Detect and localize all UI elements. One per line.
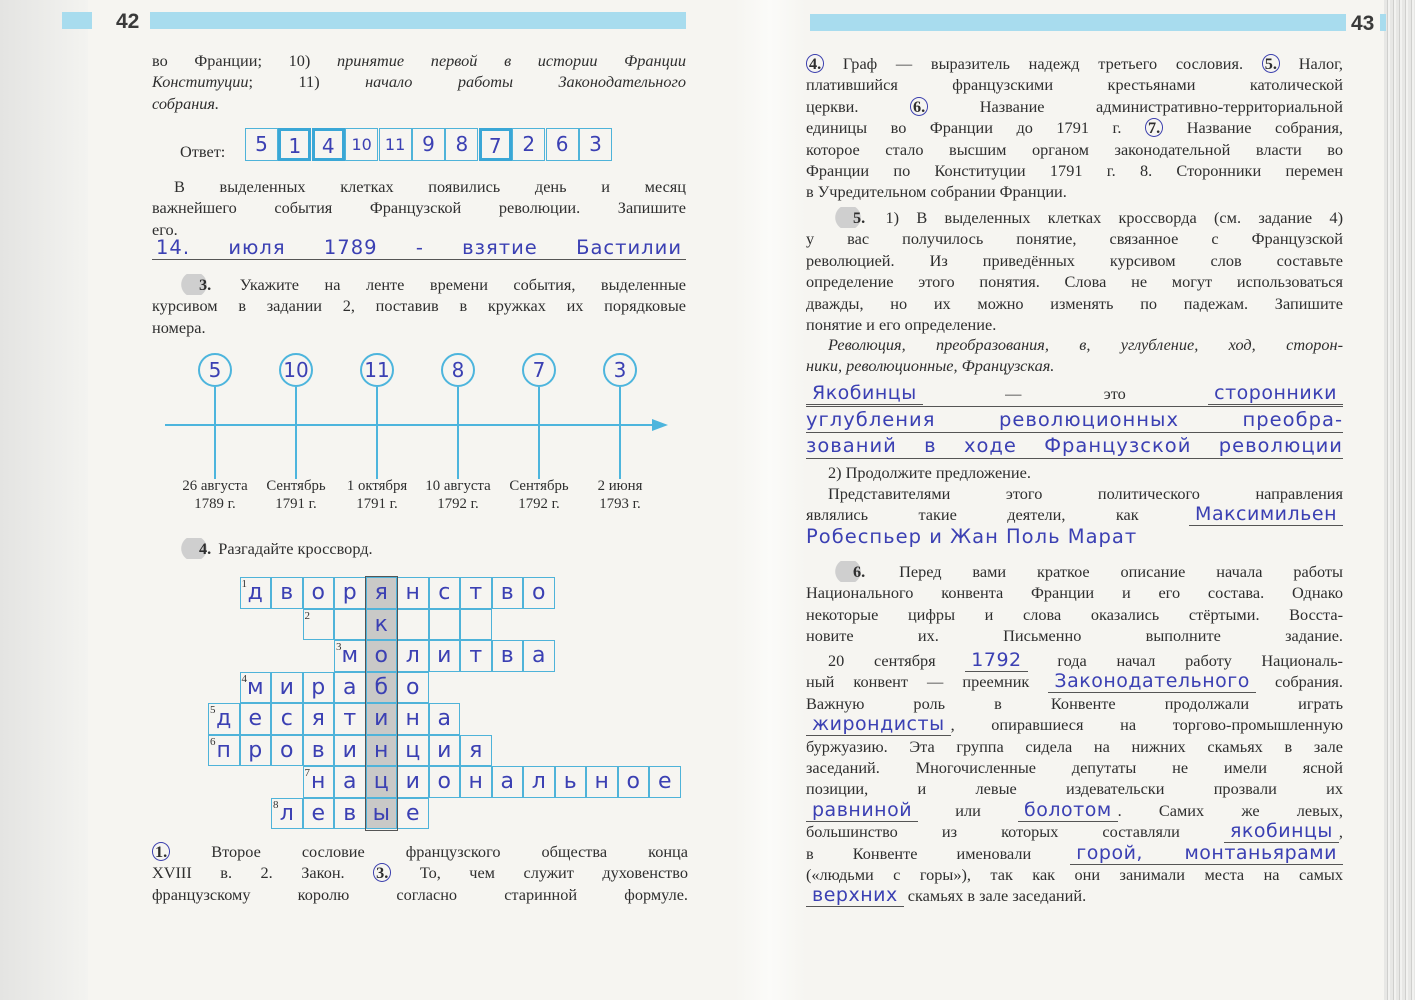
text-line xyxy=(806,693,1343,714)
text-line xyxy=(152,884,688,905)
timeline-stem xyxy=(457,387,459,479)
crossword-cell[interactable] xyxy=(397,609,429,641)
text-segment: Представителями этого политического направления xyxy=(828,484,1343,503)
crossword-cell[interactable]: в xyxy=(492,577,524,609)
text-segment: года начал работу Националь- xyxy=(1057,651,1343,670)
task-number: 4. xyxy=(174,538,214,559)
handwritten-answer[interactable]: зований в ходе Французской революции xyxy=(806,434,1343,457)
text-segment: или xyxy=(955,800,981,820)
text-segment: скамьях в зале заседаний. xyxy=(907,886,1087,906)
crossword-cell[interactable]: н xyxy=(303,766,335,798)
text-line xyxy=(152,197,686,218)
handwritten-answer[interactable]: болотом xyxy=(1018,799,1118,822)
circled-number: 7. xyxy=(1145,118,1163,137)
italic-text: начало работы Законодательного xyxy=(365,72,687,92)
crossword-cell[interactable]: о xyxy=(397,672,429,704)
text-segment: позиции, и левые издевательски прозвали их xyxy=(806,779,1343,799)
text-segment: Разгадайте кроссворд. xyxy=(218,539,373,558)
handwritten-answer[interactable]: горой, монтаньярами xyxy=(1070,842,1343,865)
text-line xyxy=(152,50,686,71)
text-segment: курсивом в задании 2, поставив в кружках их порядковые xyxy=(152,296,686,316)
text-line xyxy=(806,139,1343,160)
text-segment: Название собрания, xyxy=(1186,118,1343,138)
text-line xyxy=(806,885,1343,906)
crossword-key-cell[interactable]: ы xyxy=(366,798,398,830)
crossword-row-number: 6 xyxy=(210,735,216,748)
crossword-cell[interactable]: н xyxy=(397,577,429,609)
timeline-date-year: 1793 г. xyxy=(599,495,641,512)
answer-cell[interactable]: 3 xyxy=(579,128,612,161)
page-edges-right xyxy=(1384,0,1415,1000)
timeline-date-day: 2 июня xyxy=(597,478,643,494)
text-line xyxy=(806,250,1343,271)
text-segment: То, чем служит духовенство xyxy=(419,863,688,883)
text-line xyxy=(806,314,1343,335)
crossword-key-cell[interactable]: к xyxy=(366,609,398,641)
timeline-stem xyxy=(619,387,621,479)
crossword-cell[interactable]: а xyxy=(334,672,366,704)
text-segment: 1) В выделенных клетках кроссворда (см. задание 4) xyxy=(885,208,1343,227)
text-segment: большинство из которых составляли xyxy=(806,822,1180,842)
timeline-stem xyxy=(214,387,216,479)
task-6-paragraph xyxy=(806,561,1343,647)
text-segment: — это xyxy=(1005,384,1126,403)
text-line xyxy=(806,271,1343,292)
crossword-cell[interactable]: е xyxy=(303,798,335,830)
timeline-order-circle[interactable]: 8 xyxy=(441,353,475,387)
crossword-cell[interactable]: и xyxy=(429,735,461,767)
text-segment: номера. xyxy=(152,317,206,337)
timeline-arrow-icon xyxy=(652,419,668,431)
answer-cell[interactable]: 1 xyxy=(278,128,311,161)
timeline-stem xyxy=(376,387,378,479)
text-segment: в Конвенте именовали xyxy=(806,843,1032,863)
timeline-date-day: Сентябрь xyxy=(266,478,326,494)
italic-text: ники, революционные, Французская. xyxy=(806,356,1055,376)
text-line xyxy=(152,841,688,862)
timeline-date xyxy=(332,478,422,513)
crossword-cell[interactable]: в xyxy=(492,640,524,672)
text-segment: XVIII в. 2. Закон. xyxy=(152,863,345,883)
timeline-date xyxy=(170,478,260,513)
crossword-cell[interactable]: о xyxy=(618,766,650,798)
text-segment: Важную роль в Конвенте продолжали играть xyxy=(806,693,1343,713)
task-number: 6. xyxy=(828,561,868,582)
italic-text: собрания. xyxy=(152,93,220,113)
crossword-cell[interactable]: л xyxy=(271,798,303,830)
crossword-key-cell[interactable]: н xyxy=(366,735,398,767)
crossword-cell[interactable]: е xyxy=(397,798,429,830)
task-5-part-2 xyxy=(806,462,1343,483)
crossword-row-number: 4 xyxy=(241,672,247,685)
text-line xyxy=(806,334,1343,355)
text-line xyxy=(806,800,1343,821)
left-tab-bar xyxy=(62,12,92,29)
intro-paragraph xyxy=(152,50,686,114)
crossword-cell[interactable]: с xyxy=(429,577,461,609)
text-segment: Франции по Конституции 1791 г. 8. Сторонники перемен xyxy=(806,160,1343,180)
text-segment: единицы во Франции до 1791 г. xyxy=(806,118,1122,138)
answer-cell[interactable]: 5 xyxy=(245,128,278,161)
crossword-clues-right xyxy=(806,53,1343,203)
page-number-left: 42 xyxy=(116,10,140,33)
text-segment: некоторые цифры и слова оказались стёртыми. Восста- xyxy=(806,604,1343,624)
text-line xyxy=(806,293,1343,314)
text-segment: Налог, xyxy=(1298,54,1343,73)
crossword-cell[interactable]: м xyxy=(334,640,366,672)
crossword-cell[interactable]: ц xyxy=(397,735,429,767)
timeline-date-year: 1792 г. xyxy=(518,495,560,512)
answer-label: Ответ: xyxy=(180,142,226,161)
timeline-date-year: 1791 г. xyxy=(356,495,398,512)
task-number: 3. xyxy=(174,274,214,295)
right-header-bar xyxy=(810,14,1346,31)
book-gutter xyxy=(735,0,805,1000)
text-line xyxy=(806,604,1343,625)
crossword-cell[interactable]: а xyxy=(492,766,524,798)
text-line xyxy=(806,778,1343,799)
crossword-cell[interactable] xyxy=(334,609,366,641)
handwritten-answer[interactable]: Якобинцы xyxy=(806,382,923,405)
text-line xyxy=(806,504,1343,525)
text-line xyxy=(806,228,1343,249)
text-segment: 2) Продолжите предложение. xyxy=(828,463,1031,482)
text-segment: во Франции; 10) xyxy=(152,51,311,70)
text-segment: платившийся французскими крестьянами католической xyxy=(806,75,1343,95)
crossword-row-number: 1 xyxy=(241,578,247,590)
definition-answer xyxy=(806,381,1343,459)
crossword-cell[interactable]: о xyxy=(429,766,461,798)
text-line xyxy=(806,671,1343,692)
text-segment: В выделенных клетках появились день и месяц xyxy=(174,177,686,196)
text-line xyxy=(806,650,1343,671)
answer-cell[interactable]: 10 xyxy=(345,128,378,161)
text-line xyxy=(806,561,1343,582)
text-segment: («людьми с горы»), так как они занимали места на самых xyxy=(806,864,1343,884)
handwritten-answer[interactable]: Законодательного xyxy=(1048,670,1256,693)
timeline-date xyxy=(251,478,341,513)
text-segment: ; 11) xyxy=(248,72,320,92)
crossword-key-cell[interactable]: б xyxy=(366,672,398,704)
text-segment: буржуазию. Эта группа сидела на нижних скамьях в зале xyxy=(806,736,1343,756)
circled-number: 5. xyxy=(1262,54,1280,73)
crossword-row-number: 2 xyxy=(304,609,310,622)
text-line xyxy=(806,381,1343,407)
crossword-row-number: 5 xyxy=(210,704,216,716)
crossword-cell[interactable]: р xyxy=(303,672,335,704)
handwritten-answer[interactable]: 1792 xyxy=(965,649,1027,672)
text-line xyxy=(806,821,1343,842)
text-line xyxy=(152,862,688,883)
text-line xyxy=(806,96,1343,117)
text-line xyxy=(152,295,686,316)
handwritten-answer[interactable]: жирондисты xyxy=(806,713,951,736)
text-segment: ный конвент — преемник xyxy=(806,672,1030,692)
text-line xyxy=(806,483,1343,504)
crossword-cell[interactable]: в xyxy=(271,577,303,609)
text-segment: новите их. Письменно выполните задание. xyxy=(806,626,1343,646)
answer-cell[interactable]: 4 xyxy=(312,128,345,161)
crossword-cell[interactable]: т xyxy=(334,703,366,735)
crossword-cell[interactable]: р xyxy=(334,577,366,609)
crossword-cell[interactable]: и xyxy=(334,735,366,767)
crossword-key-cell[interactable]: я xyxy=(366,577,398,609)
text-segment: в Учредительном собрании Франции. xyxy=(806,182,1067,202)
text-segment: являлись такие деятели, как xyxy=(806,505,1139,525)
handwritten-answer[interactable]: равниной xyxy=(806,799,918,822)
date-task-paragraph xyxy=(152,176,686,240)
timeline-date-year: 1791 г. xyxy=(275,495,317,512)
timeline-order-circle[interactable]: 3 xyxy=(603,353,637,387)
crossword-cell[interactable]: е xyxy=(649,766,681,798)
circled-number: 6. xyxy=(910,97,928,116)
text-line xyxy=(806,526,1343,547)
text-line xyxy=(806,355,1343,376)
text-segment: . Самих же левых, xyxy=(1117,800,1343,820)
crossword-cell[interactable]: д xyxy=(208,703,240,735)
task-4-paragraph xyxy=(152,538,686,559)
crossword-cell[interactable]: ь xyxy=(555,766,587,798)
page-edge-left xyxy=(0,0,88,1000)
text-segment: Укажите на ленте времени события, выделенные xyxy=(239,275,686,294)
text-line xyxy=(152,71,686,92)
text-segment: Национального конвента Франции и его состава. Однако xyxy=(806,583,1343,603)
crossword-clues-left xyxy=(152,841,688,905)
crossword-cell[interactable]: я xyxy=(460,735,492,767)
date-answer-handwritten[interactable]: 14. июля 1789 - взятие Бастилии xyxy=(152,236,686,260)
text-segment: определение этого понятия. Слова не могут использоваться xyxy=(806,272,1343,292)
timeline-date-year: 1792 г. xyxy=(437,495,479,512)
text-line xyxy=(806,74,1343,95)
convention-paragraph xyxy=(806,650,1343,907)
crossword-cell[interactable]: и xyxy=(429,640,461,672)
crossword-cell[interactable]: о xyxy=(303,577,335,609)
timeline-order-circle[interactable]: 10 xyxy=(279,353,313,387)
crossword-cell[interactable]: т xyxy=(460,577,492,609)
task-5-paragraph xyxy=(806,207,1343,335)
timeline-axis xyxy=(165,424,655,426)
answer-cell[interactable]: 11 xyxy=(379,128,412,161)
text-line xyxy=(806,757,1343,778)
timeline-date-day: 26 августа xyxy=(182,478,248,494)
handwritten-answer[interactable]: углубления революционных преобра- xyxy=(806,408,1343,431)
task-5-words xyxy=(806,334,1343,377)
handwritten-answer[interactable]: Максимильен xyxy=(1189,503,1343,526)
text-segment: Перед вами краткое описание начала работы xyxy=(899,562,1343,581)
task-number: 5. xyxy=(828,207,868,228)
timeline-stem xyxy=(295,387,297,479)
text-segment: , xyxy=(1338,822,1343,842)
text-line xyxy=(806,714,1343,735)
crossword-cell[interactable]: м xyxy=(240,672,272,704)
crossword-cell[interactable]: т xyxy=(460,640,492,672)
left-header-bar xyxy=(150,12,686,29)
text-line xyxy=(152,93,686,114)
timeline-stem xyxy=(538,387,540,479)
crossword-cell[interactable]: н xyxy=(586,766,618,798)
crossword-cell[interactable]: я xyxy=(303,703,335,735)
handwritten-answer[interactable]: верхних xyxy=(806,884,904,907)
crossword-cell[interactable]: а xyxy=(429,703,461,735)
crossword-cell[interactable]: с xyxy=(271,703,303,735)
crossword-cell[interactable] xyxy=(429,609,461,641)
handwritten-answer[interactable]: Робеспьер и Жан Поль Марат xyxy=(806,524,1138,548)
crossword-cell[interactable]: а xyxy=(334,766,366,798)
text-line xyxy=(806,433,1343,459)
italic-text: принятие первой в истории Франции xyxy=(336,51,686,70)
timeline-order-circle[interactable]: 11 xyxy=(360,353,394,387)
answer-cell[interactable]: 2 xyxy=(512,128,545,161)
handwritten-answer[interactable]: сторонники xyxy=(1208,382,1343,405)
crossword-key-cell[interactable]: и xyxy=(366,703,398,735)
text-line xyxy=(806,582,1343,603)
text-segment: его. xyxy=(152,219,178,239)
circled-number: 3. xyxy=(373,863,391,882)
text-segment: которое стало высшим органом законодательной власти во xyxy=(806,139,1343,159)
timeline-date xyxy=(413,478,503,513)
circled-number: 4. xyxy=(806,54,824,73)
text-line xyxy=(806,53,1343,74)
timeline-date-day: 1 октября xyxy=(346,478,408,494)
text-segment: Граф — выразитель надежд третьего сословия. xyxy=(842,54,1244,73)
crossword-cell[interactable]: п xyxy=(208,735,240,767)
timeline-order-circle[interactable]: 5 xyxy=(198,353,232,387)
crossword-cell[interactable] xyxy=(460,609,492,641)
text-line xyxy=(806,181,1343,202)
answer-cell[interactable]: 6 xyxy=(546,128,579,161)
answer-cell[interactable]: 8 xyxy=(445,128,478,161)
handwritten-answer[interactable]: якобинцы xyxy=(1224,820,1339,843)
text-line xyxy=(806,625,1343,646)
crossword-row-number: 3 xyxy=(336,641,342,653)
timeline-date-year: 1789 г. xyxy=(194,495,236,512)
crossword-cell[interactable]: д xyxy=(240,577,272,609)
crossword-cell[interactable]: и xyxy=(397,766,429,798)
text-line xyxy=(806,207,1343,228)
crossword-cell[interactable]: о xyxy=(523,577,555,609)
text-line xyxy=(806,407,1343,433)
answer-cell[interactable]: 7 xyxy=(479,128,512,161)
text-line xyxy=(806,117,1343,138)
figures-paragraph xyxy=(806,483,1343,547)
text-segment: Название административно-территориальной xyxy=(979,96,1343,116)
crossword-cell[interactable]: а xyxy=(523,640,555,672)
italic-text: Конституции xyxy=(152,72,249,92)
text-segment: собрания. xyxy=(1274,672,1343,692)
text-segment: церкви. xyxy=(806,96,859,116)
timeline-order-circle[interactable]: 7 xyxy=(522,353,556,387)
text-line xyxy=(806,843,1343,864)
crossword-cell[interactable]: н xyxy=(460,766,492,798)
crossword-cell[interactable]: е xyxy=(240,703,272,735)
crossword-cell[interactable]: в xyxy=(303,735,335,767)
crossword-cell[interactable]: р xyxy=(240,735,272,767)
text-segment: революцией. Из приведённых курсивом слов составьте xyxy=(806,250,1343,270)
text-line xyxy=(152,538,686,559)
text-line xyxy=(152,317,686,338)
text-line xyxy=(152,274,686,295)
circled-number: 1. xyxy=(152,842,170,861)
crossword-row-number: 7 xyxy=(304,767,310,779)
text-segment: понятие и его определение. xyxy=(806,314,997,334)
text-line xyxy=(806,864,1343,885)
text-segment: французскому королю согласно старинной формуле. xyxy=(152,884,688,904)
crossword-key-cell[interactable]: о xyxy=(366,640,398,672)
italic-text: Революция, преобразования, в, углубление, ход, сторон- xyxy=(828,335,1343,354)
task-3-paragraph xyxy=(152,274,686,338)
crossword-key-cell[interactable]: ц xyxy=(366,766,398,798)
text-segment: , опиравшиеся на торгово-промышленную xyxy=(950,715,1343,735)
right-tab-bar xyxy=(1380,14,1386,31)
text-line xyxy=(806,160,1343,181)
text-line xyxy=(806,462,1343,483)
crossword-row-number: 8 xyxy=(273,798,279,811)
crossword-cell[interactable]: л xyxy=(523,766,555,798)
timeline-date xyxy=(575,478,665,513)
text-segment: 20 сентября xyxy=(828,651,936,670)
timeline-date xyxy=(494,478,584,513)
text-segment: дважды, но их можно изменять по падежам. Запишите xyxy=(806,293,1343,313)
crossword-cell[interactable]: и xyxy=(271,672,303,704)
crossword-cell[interactable]: н xyxy=(397,703,429,735)
crossword-cell[interactable]: о xyxy=(271,735,303,767)
text-line xyxy=(152,176,686,197)
timeline-date-day: Сентябрь xyxy=(509,478,569,494)
crossword-cell[interactable]: л xyxy=(397,640,429,672)
text-segment: Второе сословие французского общества конца xyxy=(211,842,688,861)
timeline-date-day: 10 августа xyxy=(425,478,491,494)
text-segment: заседаний. Многочисленные депутаты не имели ясной xyxy=(806,757,1343,777)
crossword-cell[interactable]: в xyxy=(334,798,366,830)
page-number-right: 43 xyxy=(1351,12,1375,35)
text-line xyxy=(806,736,1343,757)
text-segment: важнейшего события Французской революции. Запишите xyxy=(152,198,686,218)
text-segment: у вас получилось понятие, связанное с Французской xyxy=(806,229,1343,249)
answer-cell[interactable]: 9 xyxy=(412,128,445,161)
